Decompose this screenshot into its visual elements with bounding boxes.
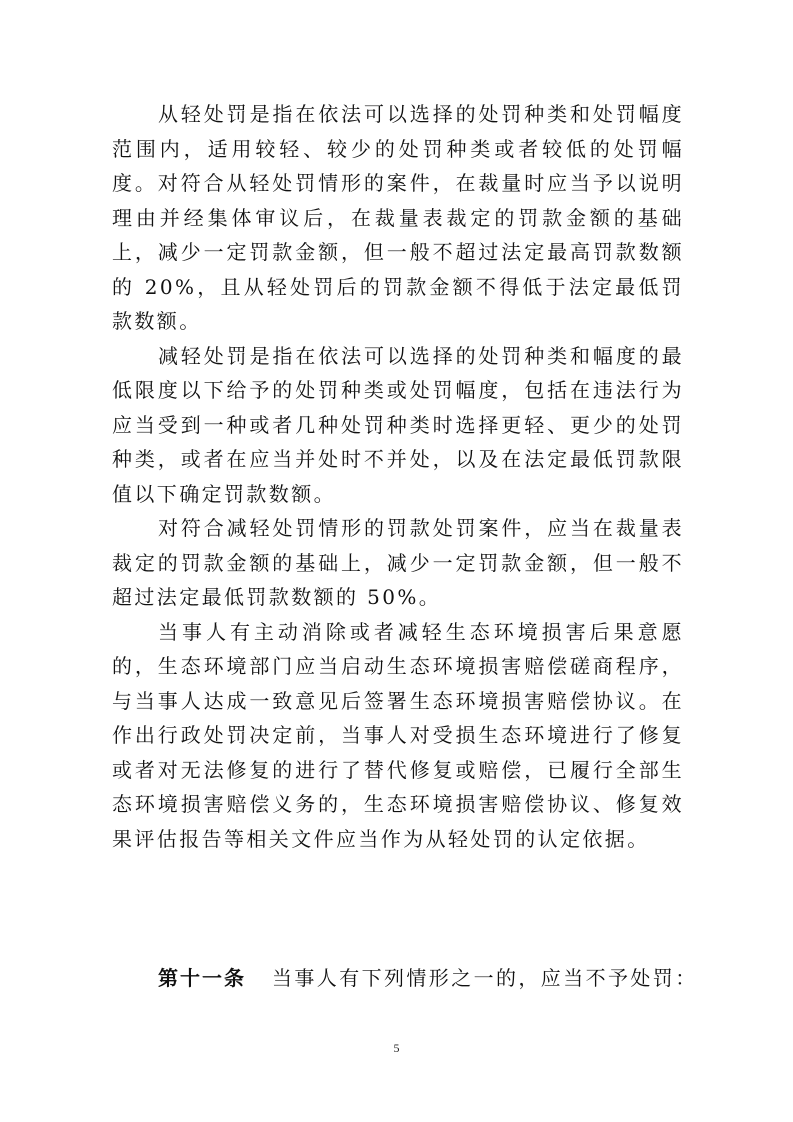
article-eleven (112, 961, 698, 995)
paragraph-reduced-fine: 对符合减轻处罚情形的罚款处罚案件，应当在裁量表裁定的罚款金额的基础上，减少一定罚款金额，但一般不超过法定最低罚款数额的 50%。 (112, 516, 684, 609)
paragraph-reduced-penalty: 减轻处罚是指在依法可以选择的处罚种类和幅度的最低限度以下给予的处罚种类或处罚幅度，包括在违法行为应当受到一种或者几种处罚种类时选择更轻、更少的处罚种类，或者在应当并处时不并处，以及在法定最低罚款限值以下确定罚款数额。 (112, 343, 684, 506)
page-number: 5 (393, 1041, 400, 1055)
paragraph-mitigated-penalty: 从轻处罚是指在依法可以选择的处罚种类和处罚幅度范围内，适用较轻、较少的处罚种类或者较低的处罚幅度。对符合从轻处罚情形的案件，在裁量时应当予以说明理由并经集体审议后，在裁量表裁定的罚款金额的基础上，减少一定罚款金额，但一般不超过法定最高罚款数额的 20%，且从轻处罚后的罚款金额不得低于法定最低罚款数额。 (112, 102, 684, 333)
article-text: 当事人有下列情形之一的，应当不予处罚： (272, 966, 698, 990)
document-body (112, 97, 684, 856)
article-title: 第十一条 (158, 966, 246, 990)
paragraph-ecological-damage: 当事人有主动消除或者减轻生态环境损害后果意愿的，生态环境部门应当启动生态环境损害赔偿磋商程序，与当事人达成一致意见后签署生态环境损害赔偿协议。在作出行政处罚决定前，当事人对受损生态环境进行了修复或者对无法修复的进行了替代修复或赔偿，已履行全部生态环境损害赔偿义务的，生态环境损害赔偿协议、修复效果评估报告等相关文件应当作为从轻处罚的认定依据。 (112, 619, 684, 851)
